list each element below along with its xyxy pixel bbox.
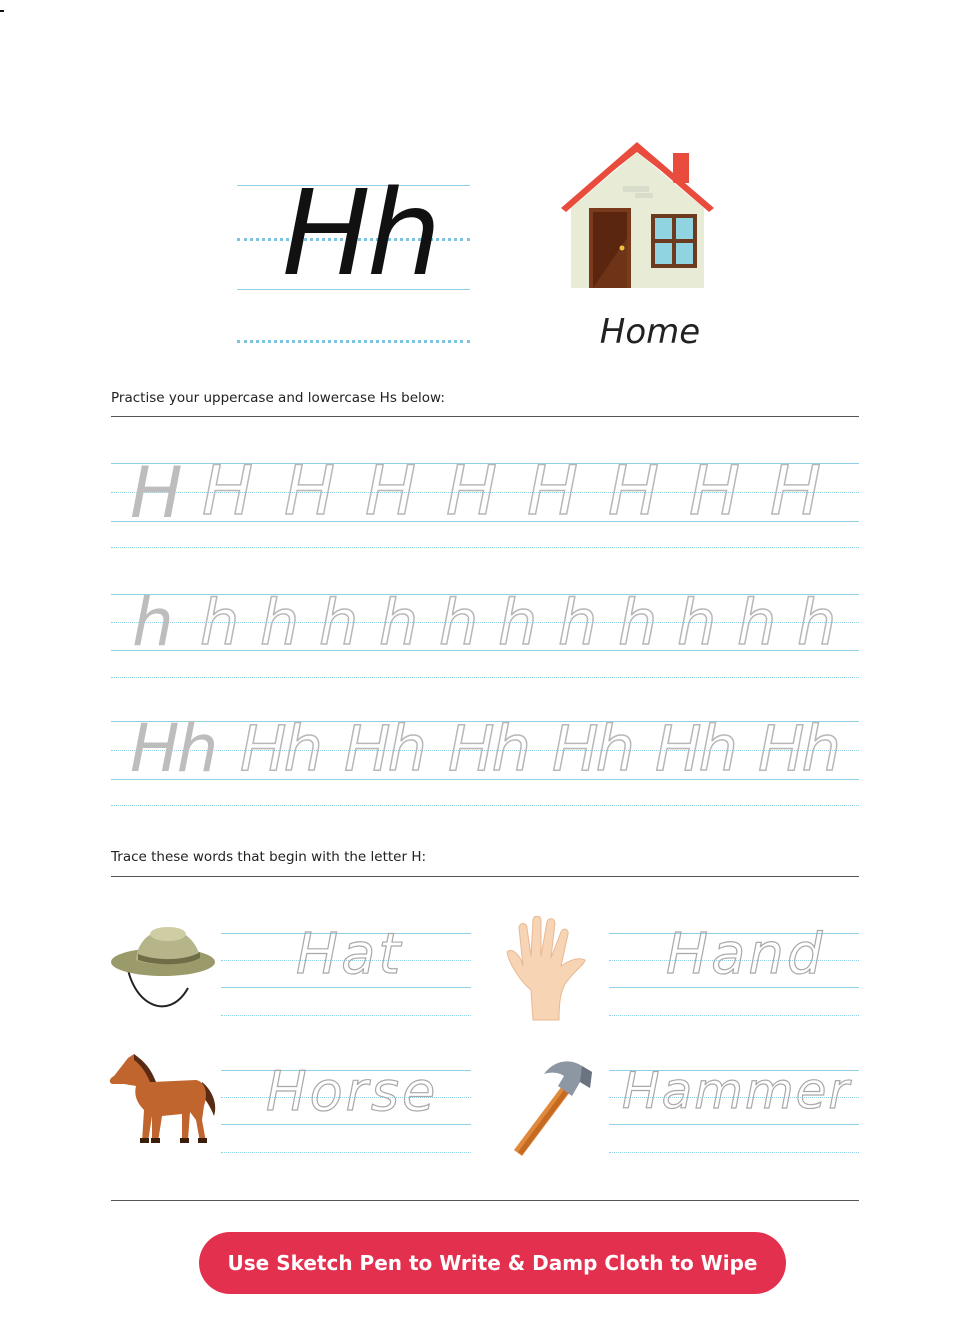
trace-glyph: h bbox=[132, 584, 174, 661]
instruction-banner bbox=[199, 1232, 786, 1294]
trace-glyph: Hh bbox=[758, 712, 838, 785]
trace-glyph: h bbox=[439, 586, 479, 659]
trace-word-horse: Horse bbox=[266, 1060, 439, 1123]
trace-word-hammer: Hammer bbox=[622, 1062, 851, 1120]
trace-glyph: h bbox=[200, 586, 240, 659]
trace-glyph: Hh bbox=[552, 712, 632, 785]
trace-glyph: H bbox=[202, 452, 254, 531]
house-icon bbox=[545, 138, 730, 290]
section-divider bbox=[111, 876, 859, 877]
trace-glyph: Hh bbox=[448, 712, 528, 785]
horse-icon bbox=[106, 1050, 220, 1150]
words-instruction: Trace these words that begin with the letter H: bbox=[111, 849, 427, 865]
trace-glyph: H bbox=[446, 452, 498, 531]
trace-glyph: H bbox=[284, 452, 336, 531]
trace-glyph: H bbox=[130, 452, 183, 534]
trace-glyph: h bbox=[737, 586, 777, 659]
trace-glyph: h bbox=[558, 586, 598, 659]
trace-glyph: h bbox=[379, 586, 419, 659]
trace-glyph: Hh bbox=[130, 710, 216, 787]
trace-glyph: h bbox=[677, 586, 717, 659]
footer-divider bbox=[111, 1200, 859, 1201]
corner-mark bbox=[0, 10, 4, 12]
trace-glyph: h bbox=[797, 586, 837, 659]
picture-label: Home bbox=[599, 312, 701, 352]
trace-glyph: H bbox=[770, 452, 822, 531]
trace-word-hand: Hand bbox=[666, 922, 826, 987]
featured-letters: Hh bbox=[282, 164, 438, 302]
trace-word-hat: Hat bbox=[296, 922, 404, 987]
trace-glyph: h bbox=[618, 586, 658, 659]
trace-glyph: Hh bbox=[240, 712, 320, 785]
hammer-icon bbox=[510, 1056, 594, 1156]
hand-icon bbox=[503, 916, 589, 1022]
trace-glyph: h bbox=[319, 586, 359, 659]
trace-glyph: h bbox=[260, 586, 300, 659]
trace-glyph: H bbox=[527, 452, 579, 531]
instruction-banner-text: Use Sketch Pen to Write & Damp Cloth to Wipe bbox=[227, 1251, 758, 1275]
trace-glyph: H bbox=[689, 452, 741, 531]
trace-glyph: H bbox=[608, 452, 660, 531]
trace-glyph: Hh bbox=[655, 712, 735, 785]
practice-instruction: Practise your uppercase and lowercase Hs below: bbox=[111, 390, 445, 406]
trace-glyph: h bbox=[498, 586, 538, 659]
section-divider bbox=[111, 416, 859, 417]
trace-glyph: Hh bbox=[344, 712, 424, 785]
hat-icon bbox=[108, 914, 218, 1020]
trace-glyph: H bbox=[365, 452, 417, 531]
